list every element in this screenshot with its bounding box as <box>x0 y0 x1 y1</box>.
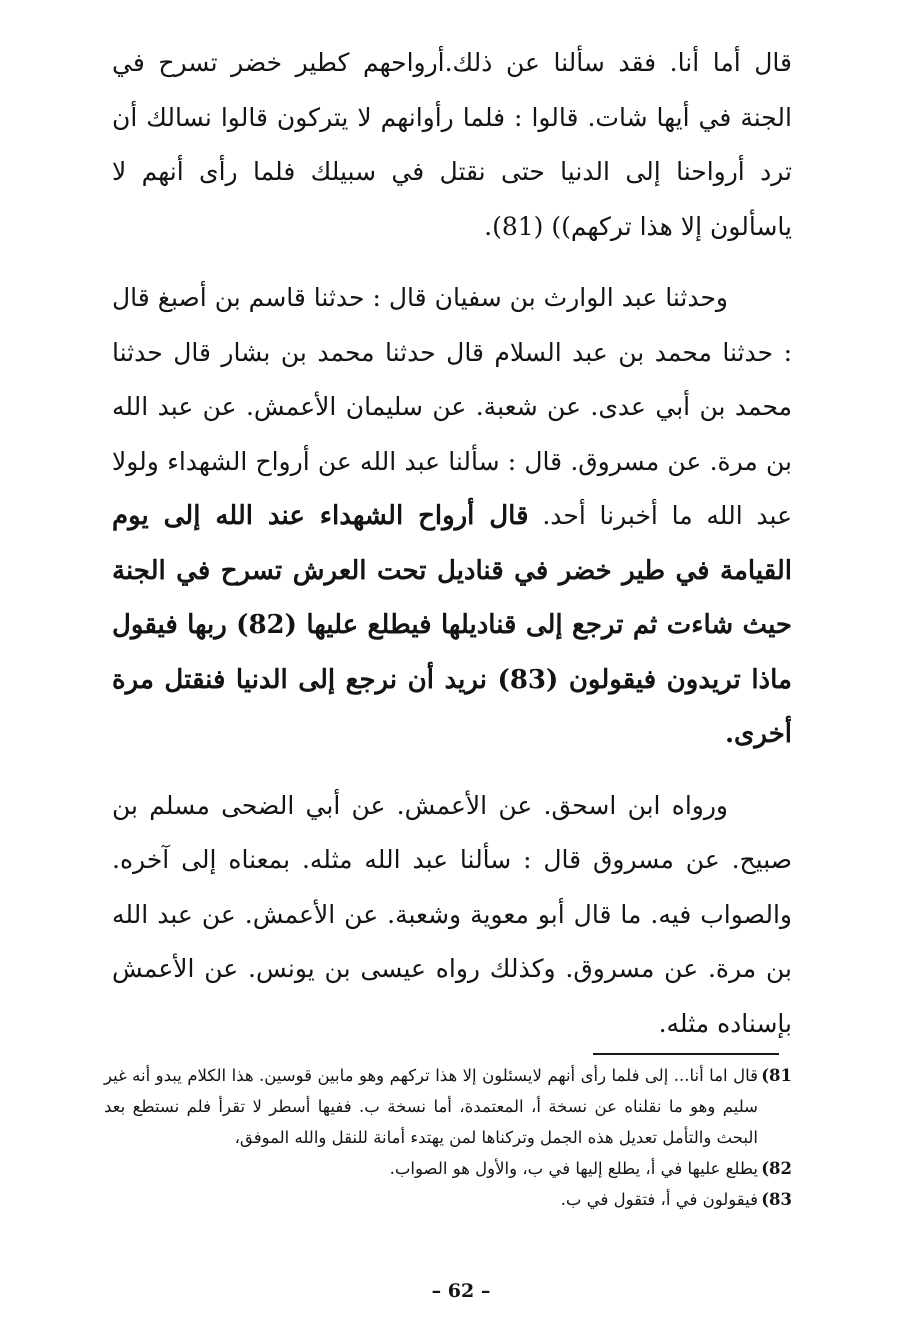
footnote-number: 83) <box>761 1190 792 1209</box>
footnotes <box>104 1060 792 1215</box>
footnote-81 <box>104 1060 792 1153</box>
footnote-text: قال اما أنا... إلى فلما رأى أنهم لايسئلون إلا هذا تركهم وهو مابين قوسين. هذا الكلام يبدو أنه غير سليم وهو ما نقلناه عن نسخة أ، المعتمدة، أما نسخة ب. ففيها أسطر لا تقرأ فلم نستطع بعد البحث والتأمل تعديل هذه الجمل وتركناها لمن يهتدء أمانة للنقل والله الموفق، <box>104 1066 758 1147</box>
main-text <box>112 36 792 1051</box>
paragraph-2 <box>112 271 792 762</box>
page-number: – 62 – <box>431 1280 491 1302</box>
paragraph-2-narration: وحدثنا عبد الوارث بن سفيان قال : حدثنا قاسم بن أصبغ قال : حدثنا محمد بن عبد السلام قال حدثنا محمد بن بشار قال حدثنا محمد بن أبي عدى. عن شعبة. عن سليمان الأعمش. عن عبد الله بن مرة. عن مسروق. قال : سألنا عبد الله عن أرواح الشهداء ولولا عبد الله ما أخبرنا أحد. <box>112 283 793 530</box>
footnote-number: 82) <box>761 1159 792 1178</box>
paragraph-3: ورواه ابن اسحق. عن الأعمش. عن أبي الضحى مسلم بن صبيح. عن مسروق قال : سألنا عبد الله مثله. بمعناه إلى آخره. والصواب فيه. ما قال أبو معوية وشعبة. عن الأعمش. عن عبد الله بن مرة. عن مسروق. وكذلك رواه عيسى بن يونس. عن الأعمش بإسناده مثله. <box>112 790 792 1038</box>
footnote-text: يطلع عليها في أ، يطلع إليها في ب، والأول هو الصواب. <box>389 1159 758 1178</box>
footnote-82 <box>104 1153 792 1184</box>
footnote-83 <box>104 1184 792 1215</box>
footnote-divider <box>593 1053 779 1055</box>
paragraph-1: قال أما أنا. فقد سألنا عن ذلك.أرواحهم كطير خضر تسرح في الجنة في أيها شات. قالوا : فلما رأوانهم لا يتركون قالوا نسالك أن ترد أرواحنا إلى الدنيا حتى نقتل في سبيلك فلما رأى أنهم لا ياسألون إلا هذا تركهم)) (81). <box>112 48 792 241</box>
paragraph-2-quote: قال أرواح الشهداء عند الله إلى يوم القيامة في طير خضر في قناديل تحت العرش تسرح في الجنة حيث شاءت ثم ترجع إلى قناديلها فيطلع عليها (82) ربها فيقول ماذا تريدون فيقولون (83) نريد أن نرجع إلى الدنيا فنقتل مرة أخرى. <box>112 501 792 749</box>
footnote-number: 81) <box>761 1066 792 1085</box>
footnote-text: فيقولون في أ، فتقول في ب. <box>560 1190 758 1209</box>
